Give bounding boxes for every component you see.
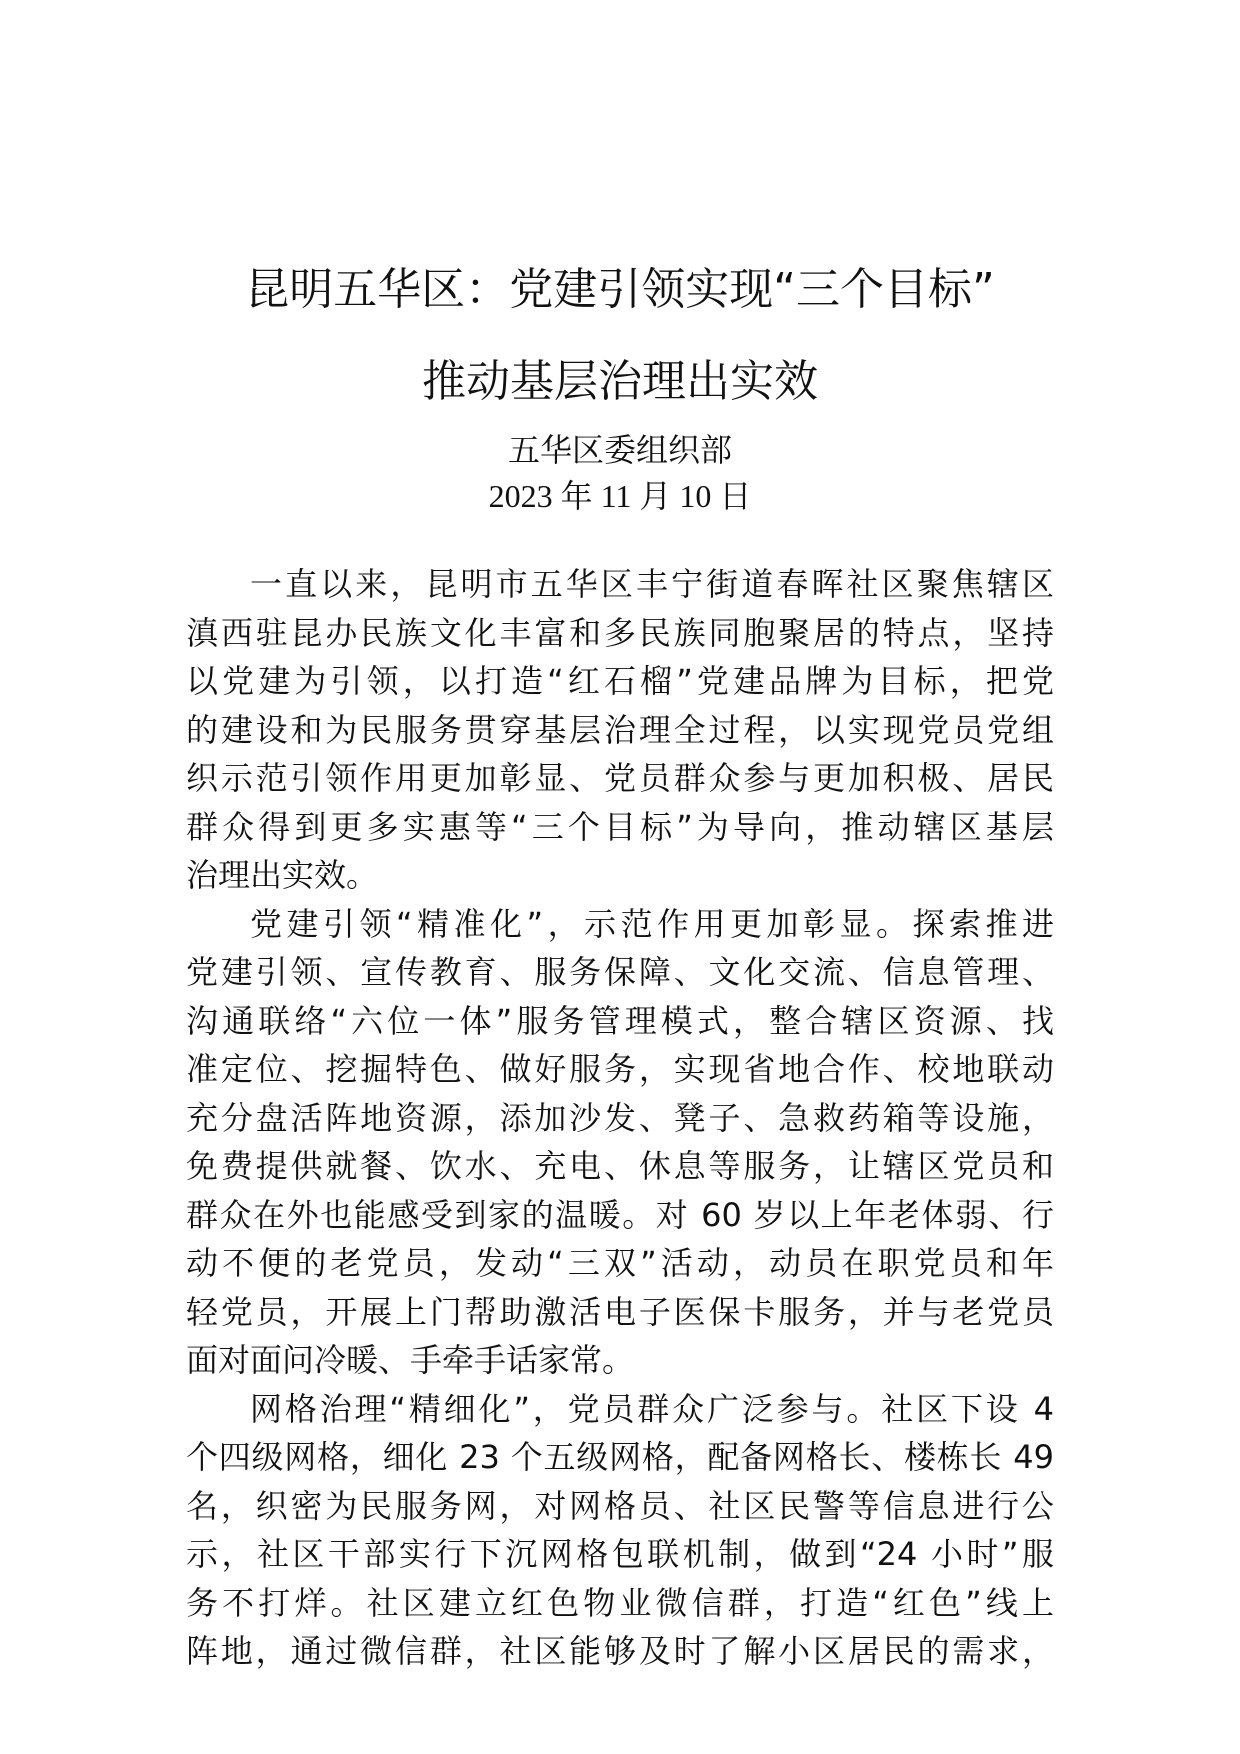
paragraph-line: 治理出实效。 (186, 856, 379, 894)
paragraph-line: 个四级网格，细化 23 个五级网格，配备网格长、楼栋长 49 (186, 1438, 1054, 1476)
paragraph (186, 1385, 1054, 1676)
paragraph-line: 沟通联络“六位一体”服务管理模式，整合辖区资源、找 (186, 1001, 1054, 1040)
paragraph-line: 名，织密为民服务网，对网格员、社区民警等信息进行公 (186, 1486, 1054, 1525)
paragraph-line: 织示范引领作用更加彰显、党员群众参与更加积极、居民 (186, 759, 1054, 797)
paragraph-line: 面对面问冷暖、手牵手话家常。 (186, 1341, 635, 1379)
paragraph-line: 示，社区干部实行下沉网格包联机制，做到“24 小时”服 (186, 1535, 1054, 1573)
paragraph-line: 群众在外也能感受到家的温暖。对 60 岁以上年老体弱、行 (186, 1195, 1054, 1234)
document-title-line1: 昆明五华区：党建引领实现“三个目标” (245, 264, 995, 315)
paragraph-line: 动不便的老党员，发动“三双”活动，动员在职党员和年 (186, 1244, 1054, 1282)
author: 五华区委组织部 (507, 431, 732, 469)
paragraph (186, 560, 1054, 900)
paragraph-line: 的建设和为民服务贯穿基层治理全过程，以实现党员党组 (186, 710, 1054, 749)
paragraph-line: 充分盘活阵地资源，添加沙发、凳子、急救药箱等设施， (186, 1098, 1054, 1137)
paragraph-line: 准定位、挖掘特色、做好服务，实现省地合作、校地联动 (186, 1050, 1054, 1088)
paragraph-line: 党建引领、宣传教育、服务保障、文化交流、信息管理、 (186, 953, 1054, 991)
paragraph-line: 以党建为引领，以打造“红石榴”党建品牌为目标，把党 (186, 662, 1054, 700)
article-body (186, 560, 1054, 1676)
paragraph-line: 网格治理“精细化”，党员群众广泛参与。社区下设 4 (250, 1389, 1054, 1428)
paragraph-line: 党建引领“精准化”，示范作用更加彰显。探索推进 (250, 904, 1054, 943)
paragraph-line: 滇西驻昆办民族文化丰富和多民族同胞聚居的特点，坚持 (186, 613, 1054, 652)
paragraph-line: 阵地，通过微信群，社区能够及时了解小区居民的需求， (186, 1632, 1054, 1670)
paragraph-line: 一直以来，昆明市五华区丰宁街道春晖社区聚焦辖区 (250, 565, 1054, 603)
paragraph-line: 群众得到更多实惠等“三个目标”为导向，推动辖区基层 (186, 807, 1054, 846)
paragraph-line: 免费提供就餐、饮水、充电、休息等服务，让辖区党员和 (186, 1147, 1054, 1185)
publish-date: 2023 年 11 月 10 日 (488, 478, 752, 514)
paragraph-line: 轻党员，开展上门帮助激活电子医保卡服务，并与老党员 (186, 1292, 1054, 1331)
paragraph-line: 务不打烊。社区建立红色物业微信群，打造“红色”线上 (186, 1583, 1054, 1622)
document-title-line2: 推动基层治理出实效 (422, 356, 818, 407)
paragraph (186, 900, 1054, 1385)
